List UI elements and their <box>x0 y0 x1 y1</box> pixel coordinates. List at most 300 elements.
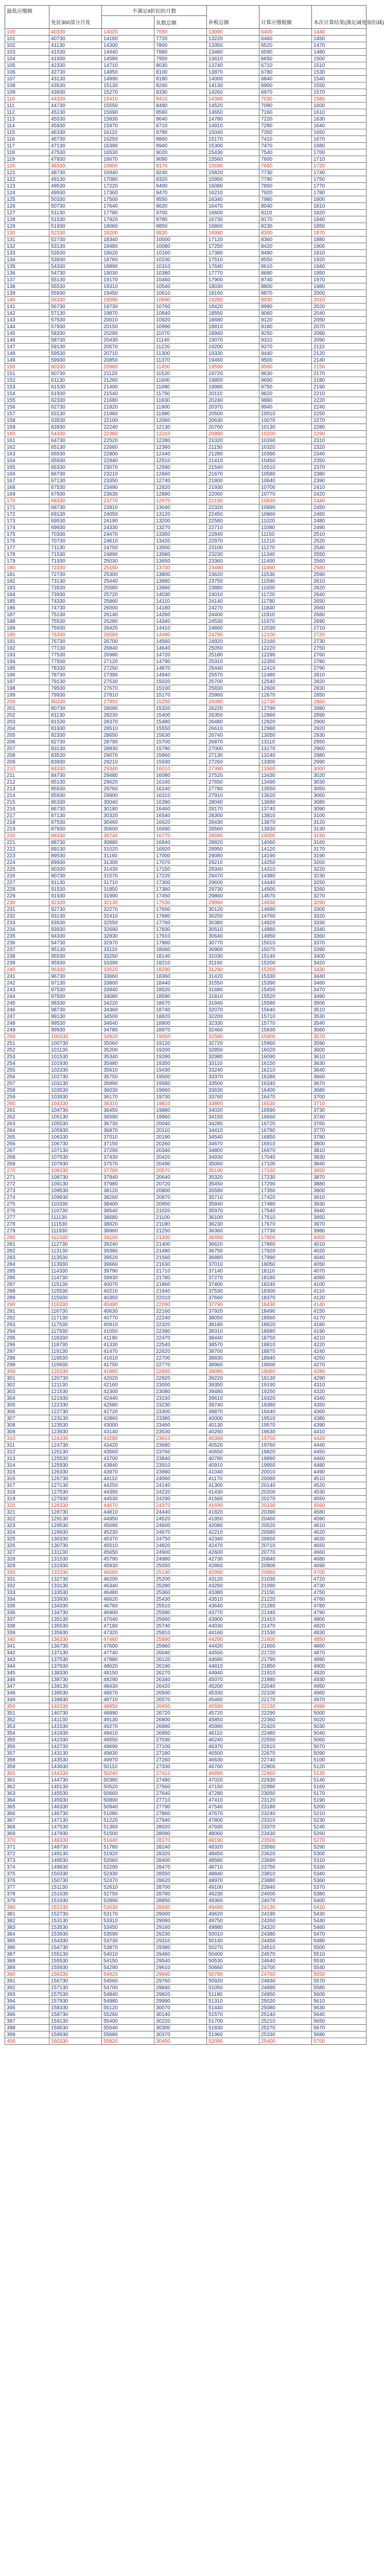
table-cell: 24830 <box>259 1978 312 1985</box>
table-cell: 8710 <box>154 123 207 129</box>
table-cell: 50010 <box>207 1931 259 1938</box>
table-cell: 1900 <box>312 243 366 250</box>
table-cell: 46630 <box>207 1757 259 1764</box>
table-cell: 8790 <box>154 129 207 136</box>
table-row <box>5 250 366 257</box>
table-cell: 19380 <box>259 1402 312 1409</box>
table-cell: 3400 <box>312 953 366 960</box>
table-cell: 68730 <box>49 504 102 511</box>
table-cell: 13580 <box>154 551 207 558</box>
table-cell: 44950 <box>102 1516 154 1522</box>
table-row <box>5 1462 366 1469</box>
table-cell: 214 <box>5 792 49 799</box>
table-cell: 34640 <box>102 1020 154 1027</box>
table-cell: 29340 <box>207 866 259 873</box>
table-cell: 12220 <box>259 645 312 652</box>
table-cell: 13350 <box>207 42 259 49</box>
table-cell: 17510 <box>207 257 259 263</box>
table-cell: 1800 <box>312 196 366 203</box>
table-cell: 36880 <box>207 1255 259 1261</box>
table-cell: 102330 <box>49 1067 102 1074</box>
table-cell: 20200 <box>259 1489 312 1496</box>
table-row <box>5 571 366 578</box>
table-cell: 18140 <box>154 953 207 960</box>
table-cell: 351 <box>5 1710 49 1717</box>
table-cell: 328 <box>5 1556 49 1563</box>
table-cell: 28780 <box>154 1891 207 1897</box>
table-cell: 21800 <box>207 478 259 484</box>
table-cell: 29620 <box>102 779 154 786</box>
table-cell: 16690 <box>154 826 207 833</box>
table-cell: 286 <box>5 1275 49 1281</box>
table-row <box>5 2018 366 2025</box>
table-cell: 7030 <box>259 96 312 103</box>
table-cell: 95930 <box>49 960 102 967</box>
table-cell: 83130 <box>49 745 102 752</box>
table-cell: 18110 <box>259 1268 312 1275</box>
table-cell: 24760 <box>259 1971 312 1978</box>
table-cell: 10130 <box>259 424 312 431</box>
table-row <box>5 1469 366 1476</box>
table-row <box>5 839 366 846</box>
table-cell: 18290 <box>154 967 207 973</box>
table-cell: 5000 <box>312 1710 366 1717</box>
table-row <box>5 531 366 538</box>
table-cell: 20110 <box>207 391 259 397</box>
table-cell: 117930 <box>49 1328 102 1335</box>
table-cell: 46760 <box>102 1603 154 1609</box>
table-cell: 46760 <box>207 1764 259 1770</box>
table-cell: 274 <box>5 1194 49 1201</box>
table-cell: 16590 <box>259 1107 312 1114</box>
table-cell: 92730 <box>49 906 102 913</box>
table-cell: 387 <box>5 1951 49 1958</box>
table-cell: 25890 <box>154 1636 207 1643</box>
table-cell: 14720 <box>154 652 207 658</box>
table-cell: 59530 <box>49 350 102 357</box>
table-cell: 6460 <box>259 36 312 42</box>
table-cell: 54150 <box>102 1958 154 1964</box>
table-cell: 46480 <box>102 1589 154 1596</box>
table-cell: 37400 <box>207 1281 259 1288</box>
table-cell: 123 <box>5 183 49 190</box>
table-cell: 13740 <box>207 62 259 69</box>
table-row <box>5 230 366 236</box>
table-cell: 20110 <box>154 1127 207 1134</box>
table-cell: 53170 <box>102 1911 154 1918</box>
table-row <box>5 967 366 973</box>
table-cell: 45510 <box>102 1543 154 1549</box>
table-cell: 355 <box>5 1737 49 1743</box>
table-cell: 9630 <box>259 370 312 377</box>
table-cell: 112330 <box>49 1234 102 1241</box>
table-cell: 48450 <box>207 1851 259 1857</box>
table-cell: 162 <box>5 444 49 451</box>
table-cell: 291 <box>5 1308 49 1315</box>
table-cell: 30180 <box>102 806 154 812</box>
table-cell: 50920 <box>207 1978 259 1985</box>
table-cell: 399 <box>5 2031 49 2038</box>
table-cell: 26880 <box>154 1723 207 1730</box>
table-cell: 225 <box>5 866 49 873</box>
table-row <box>5 605 366 612</box>
table-cell: 24290 <box>154 1496 207 1502</box>
table-cell: 29460 <box>154 1951 207 1958</box>
table-row <box>5 1321 366 1328</box>
table-cell: 5570 <box>312 1978 366 1985</box>
table-cell: 17530 <box>154 900 207 906</box>
table-cell: 17160 <box>259 1167 312 1174</box>
table-cell: 24670 <box>154 1529 207 1536</box>
table-cell: 4350 <box>312 1402 366 1409</box>
table-cell: 91530 <box>49 886 102 893</box>
table-row <box>5 1844 366 1851</box>
table-cell: 52730 <box>49 236 102 243</box>
table-cell: 15520 <box>259 993 312 1000</box>
table-cell: 17830 <box>154 926 207 933</box>
table-cell: 23530 <box>154 1429 207 1435</box>
table-cell: 55540 <box>102 2025 154 2031</box>
table-cell: 135530 <box>49 1623 102 1630</box>
table-cell: 124730 <box>49 1442 102 1449</box>
table-cell: 13170 <box>259 745 312 752</box>
table-cell: 49490 <box>207 1904 259 1911</box>
table-cell: 15250 <box>154 699 207 705</box>
table-cell: 14410 <box>154 625 207 632</box>
table-cell: 19720 <box>207 370 259 377</box>
table-cell: 82730 <box>49 739 102 745</box>
table-row <box>5 89 366 96</box>
table-cell: 16620 <box>154 819 207 826</box>
table-cell: 49130 <box>49 176 102 183</box>
table-row <box>5 36 366 42</box>
table-cell: 42600 <box>207 1549 259 1556</box>
table-row <box>5 1174 366 1181</box>
table-cell: 25080 <box>259 2005 312 2011</box>
table-cell: 27260 <box>154 1757 207 1764</box>
table-cell: 79930 <box>49 692 102 699</box>
table-cell: 8860 <box>154 136 207 143</box>
table-cell: 1920 <box>312 257 366 263</box>
table-cell: 80730 <box>49 705 102 712</box>
table-cell: 22800 <box>102 451 154 457</box>
table-cell: 17040 <box>259 1154 312 1161</box>
table-cell: 4010 <box>312 1241 366 1248</box>
table-cell: 283 <box>5 1255 49 1261</box>
table-cell: 3200 <box>312 859 366 866</box>
table-row <box>5 786 366 792</box>
table-cell: 14500 <box>259 886 312 893</box>
table-cell: 14710 <box>102 62 154 69</box>
table-row <box>5 116 366 123</box>
table-cell: 32130 <box>102 900 154 906</box>
table-cell: 14560 <box>154 638 207 645</box>
table-cell: 11220 <box>154 344 207 350</box>
table-cell: 33390 <box>102 960 154 967</box>
table-row <box>5 1864 366 1871</box>
table-cell: 384 <box>5 1931 49 1938</box>
table-cell: 25360 <box>154 1589 207 1596</box>
table-cell: 7880 <box>154 49 207 56</box>
table-cell: 337 <box>5 1616 49 1623</box>
table-cell: 4960 <box>312 1690 366 1697</box>
table-cell: 40630 <box>102 1308 154 1315</box>
table-cell: 22540 <box>154 1342 207 1348</box>
table-row <box>5 377 366 384</box>
table-cell: 50330 <box>49 196 102 203</box>
table-cell: 102730 <box>49 1074 102 1080</box>
table-cell: 21400 <box>102 384 154 391</box>
table-cell: 28510 <box>102 725 154 732</box>
table-cell: 156330 <box>49 1971 102 1978</box>
table-cell: 240 <box>5 967 49 973</box>
table-cell: 398 <box>5 2025 49 2031</box>
table-cell: 39790 <box>102 1268 154 1275</box>
table-row <box>5 257 366 263</box>
table-row <box>5 1918 366 1924</box>
table-cell: 307 <box>5 1415 49 1422</box>
table-cell: 35190 <box>207 1167 259 1174</box>
table-cell: 4390 <box>312 1422 366 1429</box>
table-cell: 96330 <box>49 967 102 973</box>
table-cell: 41530 <box>49 49 102 56</box>
table-cell: 31020 <box>102 846 154 853</box>
table-cell: 30220 <box>154 2018 207 2025</box>
table-cell: 329 <box>5 1563 49 1569</box>
table-row <box>5 1074 366 1080</box>
table-cell: 21660 <box>259 1643 312 1650</box>
table-cell: 4360 <box>312 1409 366 1415</box>
table-cell: 14120 <box>259 846 312 853</box>
table-cell: 16720 <box>259 1121 312 1127</box>
table-cell: 24790 <box>207 632 259 638</box>
table-cell: 35840 <box>207 1201 259 1208</box>
table-cell: 26610 <box>207 725 259 732</box>
table-cell: 185 <box>5 598 49 605</box>
table-cell: 186 <box>5 605 49 612</box>
table-cell: 27120 <box>102 658 154 665</box>
table-cell: 29230 <box>154 1931 207 1938</box>
table-cell: 94730 <box>49 940 102 946</box>
table-cell: 9620 <box>154 203 207 210</box>
table-cell: 257 <box>5 1080 49 1087</box>
table-cell: 15260 <box>259 967 312 973</box>
table-row <box>5 846 366 853</box>
column-group-header: 不满足8折扣的月数 <box>102 6 207 16</box>
table-row <box>5 1429 366 1435</box>
table-row <box>5 1931 366 1938</box>
table-cell: 290 <box>5 1301 49 1308</box>
table-row <box>5 82 366 89</box>
table-cell: 51050 <box>207 1985 259 1991</box>
table-cell: 3270 <box>312 893 366 900</box>
table-cell: 375 <box>5 1871 49 1877</box>
table-cell: 23050 <box>259 1790 312 1797</box>
table-cell: 18940 <box>259 1355 312 1362</box>
table-cell: 397 <box>5 2018 49 2025</box>
table-cell: 166 <box>5 471 49 478</box>
table-cell: 15300 <box>207 143 259 149</box>
table-cell: 42860 <box>102 1415 154 1422</box>
table-cell: 93130 <box>49 913 102 920</box>
table-cell: 9880 <box>259 397 312 404</box>
table-cell: 2120 <box>312 350 366 357</box>
table-cell: 22660 <box>102 444 154 451</box>
table-cell: 54700 <box>102 1985 154 1991</box>
table-cell: 28700 <box>154 1884 207 1891</box>
table-cell: 21260 <box>102 377 154 384</box>
table-cell: 111530 <box>49 1221 102 1228</box>
table-cell: 381 <box>5 1911 49 1918</box>
table-cell: 132730 <box>49 1576 102 1583</box>
table-cell: 29860 <box>207 893 259 900</box>
table-row <box>5 29 366 36</box>
table-cell: 183 <box>5 585 49 591</box>
table-cell: 13620 <box>259 792 312 799</box>
table-cell: 12060 <box>154 417 207 424</box>
table-cell: 47930 <box>207 1824 259 1831</box>
table-row <box>5 1375 366 1382</box>
table-cell: 20010 <box>102 317 154 324</box>
table-cell: 41170 <box>207 1476 259 1482</box>
table-row <box>5 551 366 558</box>
table-cell: 2920 <box>312 725 366 732</box>
table-row <box>5 1643 366 1650</box>
table-cell: 42330 <box>49 62 102 69</box>
table-row <box>5 745 366 752</box>
table-cell: 25580 <box>102 585 154 591</box>
table-cell: 308 <box>5 1422 49 1429</box>
table-cell: 281 <box>5 1241 49 1248</box>
table-cell: 5100 <box>312 1757 366 1764</box>
table-cell: 36100 <box>207 1214 259 1221</box>
table-cell: 43420 <box>102 1442 154 1449</box>
table-cell: 10230 <box>154 257 207 263</box>
table-cell: 11970 <box>259 618 312 625</box>
table-cell: 37430 <box>102 1154 154 1161</box>
table-row <box>5 1944 366 1951</box>
table-cell: 1880 <box>312 236 366 243</box>
table-cell: 20500 <box>207 411 259 417</box>
table-cell: 45460 <box>207 1697 259 1703</box>
table-cell: 29210 <box>207 859 259 866</box>
table-cell: 18680 <box>207 317 259 324</box>
table-cell: 45980 <box>207 1723 259 1730</box>
table-row <box>5 1154 366 1161</box>
table-cell: 6650 <box>259 56 312 62</box>
table-cell: 41190 <box>102 1335 154 1342</box>
table-row <box>5 940 366 946</box>
table-row <box>5 1690 366 1697</box>
table-cell: 34930 <box>207 1154 259 1161</box>
table-cell: 146330 <box>49 1804 102 1810</box>
table-cell: 8800 <box>259 283 312 290</box>
table-cell: 12410 <box>259 665 312 672</box>
table-cell: 243 <box>5 987 49 993</box>
table-cell: 50380 <box>102 1777 154 1784</box>
table-cell: 3470 <box>312 987 366 993</box>
table-cell: 17670 <box>259 1221 312 1228</box>
table-cell: 29470 <box>207 873 259 879</box>
table-cell: 40520 <box>207 1442 259 1449</box>
table-row <box>5 1817 366 1824</box>
table-cell: 5290 <box>312 1844 366 1851</box>
table-cell: 3770 <box>312 1127 366 1134</box>
table-cell: 3530 <box>312 1013 366 1020</box>
table-cell: 40910 <box>207 1462 259 1469</box>
table-cell: 38820 <box>102 1221 154 1228</box>
table-cell: 194 <box>5 658 49 665</box>
table-cell: 318 <box>5 1489 49 1496</box>
table-cell: 45370 <box>102 1536 154 1543</box>
table-cell: 27180 <box>154 1750 207 1757</box>
table-cell: 10380 <box>154 270 207 277</box>
table-cell: 23770 <box>102 498 154 504</box>
table-cell: 368 <box>5 1824 49 1831</box>
table-row <box>5 1094 366 1100</box>
table-cell: 16780 <box>259 1127 312 1134</box>
table-cell: 107130 <box>49 1147 102 1154</box>
table-cell: 9820 <box>259 391 312 397</box>
table-cell: 93930 <box>49 926 102 933</box>
table-cell: 88730 <box>49 839 102 846</box>
table-cell: 153930 <box>49 1931 102 1938</box>
table-cell: 24750 <box>154 1536 207 1543</box>
table-row <box>5 1261 366 1268</box>
table-cell: 25050 <box>207 645 259 652</box>
table-cell: 167 <box>5 478 49 484</box>
table-cell: 2730 <box>312 638 366 645</box>
table-row <box>5 1007 366 1013</box>
table-cell: 40390 <box>207 1435 259 1442</box>
table-cell: 141930 <box>49 1730 102 1737</box>
table-cell: 26840 <box>102 645 154 652</box>
table-cell: 29610 <box>154 1964 207 1971</box>
table-cell: 385 <box>5 1938 49 1944</box>
table-cell: 2710 <box>312 625 366 632</box>
table-cell: 15950 <box>207 176 259 183</box>
table-cell: 15020 <box>154 679 207 685</box>
table-cell: 49930 <box>49 190 102 196</box>
table-row <box>5 183 366 190</box>
table-row <box>5 1188 366 1194</box>
table-cell: 24130 <box>259 1904 312 1911</box>
table-row <box>5 1703 366 1710</box>
table-cell: 1670 <box>312 136 366 143</box>
table-cell: 43530 <box>49 82 102 89</box>
table-cell: 14870 <box>154 665 207 672</box>
table-cell: 43900 <box>207 1616 259 1623</box>
table-cell: 50940 <box>102 1804 154 1810</box>
table-cell: 18810 <box>259 1342 312 1348</box>
table-cell: 11900 <box>154 404 207 411</box>
table-cell: 362 <box>5 1784 49 1790</box>
table-cell: 132 <box>5 243 49 250</box>
table-cell: 35970 <box>207 1208 259 1214</box>
table-cell: 97530 <box>49 987 102 993</box>
table-cell: 29990 <box>207 900 259 906</box>
table-cell: 264 <box>5 1127 49 1134</box>
table-cell: 29900 <box>102 792 154 799</box>
table-cell: 129 <box>5 223 49 230</box>
table-cell: 148330 <box>49 1837 102 1844</box>
table-cell: 32330 <box>207 1020 259 1027</box>
table-cell: 51780 <box>102 1844 154 1851</box>
table-cell: 4510 <box>312 1476 366 1482</box>
table-cell: 14440 <box>259 879 312 886</box>
table-cell: 25020 <box>259 1998 312 2005</box>
table-cell: 120 <box>5 163 49 170</box>
